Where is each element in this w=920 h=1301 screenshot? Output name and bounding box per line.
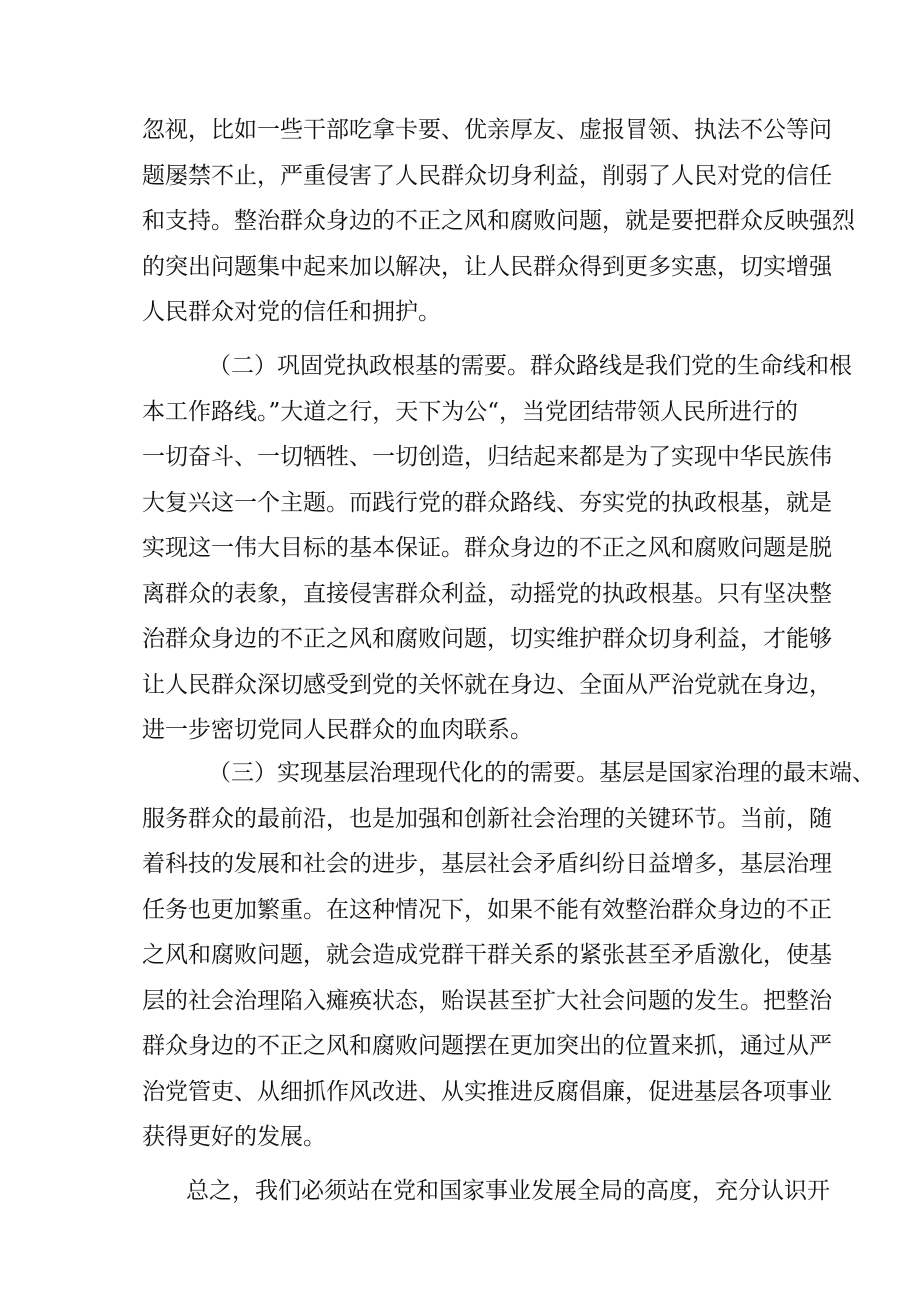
text-line: 治党管吏、从细抓作风改进、从实推进反腐倡廉，促进基层各项事业 <box>142 1079 832 1105</box>
text-line: 获得更好的发展。 <box>142 1124 326 1150</box>
text-line: 服务群众的最前沿，也是加强和创新社会治理的关键环节。当前，随 <box>142 806 832 832</box>
text-line: 本工作路线。”大道之行，天下为公“，当党团结带领人民所进行的 <box>142 399 799 425</box>
text-line: （二）巩固党执政根基的需要。群众路线是我们党的生命线和根 <box>208 353 852 379</box>
text-line: 总之，我们必须站在党和国家事业发展全局的高度，充分认识开 <box>186 1178 830 1204</box>
text-line: 离群众的表象，直接侵害群众利益，动摇党的执政根基。只有坚决整 <box>142 581 832 607</box>
text-line: 大复兴这一个主题。而践行党的群众路线、夯实党的执政根基，就是 <box>142 490 832 516</box>
text-line: 进一步密切党同人民群众的血肉联系。 <box>142 717 533 743</box>
text-line: 着科技的发展和社会的进步，基层社会矛盾纠纷日益增多，基层治理 <box>142 851 832 877</box>
text-line: 之风和腐败问题，就会造成党群干群关系的紧张甚至矛盾激化，使基 <box>142 942 832 968</box>
text-line: （三）实现基层治理现代化的的需要。基层是国家治理的最末端、 <box>208 760 875 786</box>
text-line: 的突出问题集中起来加以解决，让人民群众得到更多实惠，切实增强 <box>142 254 832 280</box>
text-line: 群众身边的不正之风和腐败问题摆在更加突出的位置来抓，通过从严 <box>142 1033 832 1059</box>
text-line: 和支持。整治群众身边的不正之风和腐败问题，就是要把群众反映强烈 <box>142 208 855 234</box>
text-line: 人民群众对党的信任和拥护。 <box>142 299 441 325</box>
text-line: 让人民群众深切感受到党的关怀就在身边、全面从严治党就在身边， <box>142 672 832 698</box>
text-line: 忽视，比如一些干部吃拿卡要、优亲厚友、虚报冒领、执法不公等问 <box>142 117 832 143</box>
text-line: 一切奋斗、一切牺牲、一切创造，归结起来都是为了实现中华民族伟 <box>142 444 832 470</box>
text-line: 题屡禁不止，严重侵害了人民群众切身利益，削弱了人民对党的信任 <box>142 163 832 189</box>
text-line: 层的社会治理陷入瘫痪状态，贻误甚至扩大社会问题的发生。把整治 <box>142 988 832 1014</box>
text-line: 治群众身边的不正之风和腐败问题，切实维护群众切身利益，才能够 <box>142 626 832 652</box>
text-line: 实现这一伟大目标的基本保证。群众身边的不正之风和腐败问题是脱 <box>142 535 832 561</box>
text-line: 任务也更加繁重。在这种情况下，如果不能有效整治群众身边的不正 <box>142 897 832 923</box>
